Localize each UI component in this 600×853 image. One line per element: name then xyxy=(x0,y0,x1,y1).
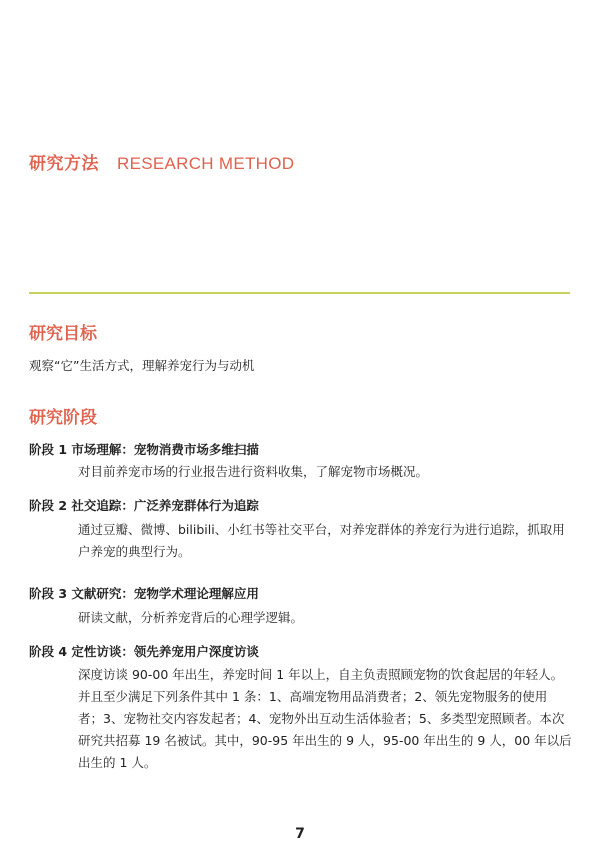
page-number: 7 xyxy=(295,826,305,842)
stage-3-title: 阶段 3 文献研究：宠物学术理论理解应用 xyxy=(29,586,259,601)
header-title-cn: 研究方法 xyxy=(29,154,99,174)
page-header xyxy=(29,149,294,174)
stage-1-body: 对目前养宠市场的行业报告进行资料收集，了解宠物市场概况。 xyxy=(78,464,429,479)
goal-text: 观察“它”生活方式，理解养宠行为与动机 xyxy=(29,358,255,373)
stage-2-title: 阶段 2 社交追踪：广泛养宠群体行为追踪 xyxy=(29,498,259,513)
header-title-en: RESEARCH METHOD xyxy=(117,154,295,173)
stage-1-title: 阶段 1 市场理解：宠物消费市场多维扫描 xyxy=(29,442,259,457)
stage-4-title: 阶段 4 定性访谈：领先养宠用户深度访谈 xyxy=(29,644,259,659)
goal-heading: 研究目标 xyxy=(29,324,97,344)
stage-2-body: 通过豆瓣、微博、bilibili、小红书等社交平台，对养宠群体的养宠行为进行追踪，抓取用户养宠的典型行为。 xyxy=(78,522,565,559)
stage-3-body: 研读文献，分析养宠背后的心理学逻辑。 xyxy=(78,610,304,625)
section-divider xyxy=(29,292,570,294)
stages-heading: 研究阶段 xyxy=(29,408,97,428)
stage-4-body: 深度访谈 90-00 年出生，养宠时间 1 年以上，自主负责照顾宠物的饮食起居的年轻人。并且至少满足下列条件其中 1 条：1、高端宠物用品消费者；2、领先宠物服务的使用者；3、宠物社交内容发起者；4、宠物外出互动生活体验者；5、多类型宠照顾者。本次研究共招募 19 名被试。其中，90-95 年出生的 9 人，95-00 年出生的 9 人，00 年以后出生的 1 人。 xyxy=(78,667,572,770)
